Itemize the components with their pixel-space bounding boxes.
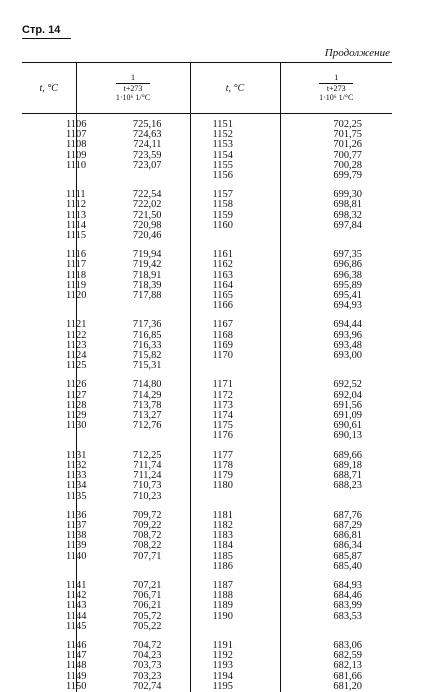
fraction-right-numerator: 1	[319, 73, 353, 84]
cell-t-left: 1117	[22, 260, 76, 270]
cell-t-left: 1130	[22, 421, 76, 431]
cell-value-left: 707,71	[76, 552, 190, 562]
spacer-cell	[190, 241, 280, 250]
cell-t-right: 1152	[190, 130, 280, 140]
cell-value-right: 701,26	[333, 139, 362, 151]
cell-value-left: 717,88	[76, 291, 190, 301]
cell-t-right: 1155	[190, 161, 280, 171]
cell-t-right: 1151	[190, 114, 280, 131]
cell-value-left	[76, 171, 190, 181]
table-row	[22, 171, 392, 181]
cell-t-right: 1173	[190, 401, 280, 411]
cell-value-left: 710,73	[76, 481, 190, 491]
cell-value-left: 723,07	[76, 161, 190, 171]
cell-t-left: 1115	[22, 231, 76, 241]
cell-value-left: 716,85	[76, 331, 190, 341]
cell-t-right: 1193	[190, 661, 280, 671]
cell-t-left: 1111	[22, 190, 76, 200]
cell-t-right: 1182	[190, 521, 280, 531]
cell-t-right: 1180	[190, 481, 280, 491]
table-row	[22, 481, 392, 491]
cell-t-left: 1142	[22, 591, 76, 601]
cell-t-left: 1136	[22, 511, 76, 521]
cell-t-left: 1141	[22, 581, 76, 591]
cell-t-left	[22, 171, 76, 181]
fraction-right-denominator: t+273	[326, 83, 346, 93]
cell-value-left: 720,98	[76, 221, 190, 231]
cell-value-right: 696,38	[333, 269, 362, 281]
cell-t-right: 1170	[190, 351, 280, 361]
header-t-left-text: t, °C	[39, 82, 58, 94]
table-row	[22, 541, 392, 551]
cell-value-left: 724,11	[76, 140, 190, 150]
cell-t-right: 1183	[190, 531, 280, 541]
cell-t-left: 1126	[22, 380, 76, 390]
cell-t-right: 1153	[190, 140, 280, 150]
cell-value-left: 710,23	[76, 492, 190, 502]
cell-value-left: 719,42	[76, 260, 190, 270]
cell-t-left: 1137	[22, 521, 76, 531]
header-frac-left	[76, 63, 190, 114]
cell-t-right: 1166	[190, 301, 280, 311]
table-row	[22, 661, 392, 671]
cell-value-left: 714,80	[76, 380, 190, 390]
cell-t-right: 1156	[190, 171, 280, 181]
data-table	[22, 62, 392, 692]
cell-value-left: 711,24	[76, 471, 190, 481]
cell-t-right: 1190	[190, 612, 280, 622]
fraction-right-scale: 1·10⁶ 1/°C	[319, 92, 354, 102]
header-t-right	[190, 63, 280, 114]
cell-value-right: 688,71	[333, 470, 362, 482]
cell-value-right: 694,93	[333, 300, 362, 312]
cell-t-left: 1114	[22, 221, 76, 231]
header-t-left	[22, 63, 76, 114]
cell-value-left: 723,59	[76, 151, 190, 161]
table-row	[22, 301, 392, 311]
cell-value-left: 718,39	[76, 281, 190, 291]
cell-value-left: 706,71	[76, 591, 190, 601]
table-row	[22, 651, 392, 661]
cell-t-right: 1179	[190, 471, 280, 481]
spacer-cell	[76, 632, 190, 641]
cell-value-right	[280, 361, 392, 371]
cell-value-left: 717,36	[76, 320, 190, 330]
cell-t-right: 1178	[190, 461, 280, 471]
cell-t-right: 1167	[190, 320, 280, 330]
cell-t-right: 1192	[190, 651, 280, 661]
cell-value-right: 682,59	[333, 650, 362, 662]
cell-t-right: 1177	[190, 451, 280, 461]
cell-value-left: 705,22	[76, 622, 190, 632]
cell-value-right: 692,04	[333, 389, 362, 401]
spacer-cell	[190, 311, 280, 320]
cell-value-left: 704,23	[76, 651, 190, 661]
cell-value-left: 708,22	[76, 541, 190, 551]
cell-t-left: 1113	[22, 211, 76, 221]
cell-t-left: 1127	[22, 391, 76, 401]
fraction-right	[319, 73, 353, 102]
cell-t-left: 1150	[22, 682, 76, 692]
cell-t-right: 1164	[190, 281, 280, 291]
cell-value-left: 718,91	[76, 271, 190, 281]
cell-value-right: 683,99	[333, 600, 362, 612]
cell-t-left: 1145	[22, 622, 76, 632]
cell-value-right: 695,41	[333, 290, 362, 302]
cell-t-right	[190, 231, 280, 241]
cell-t-right: 1186	[190, 562, 280, 572]
cell-value-left: 719,94	[76, 250, 190, 260]
cell-t-right: 1154	[190, 151, 280, 161]
cell-value-right: 682,13	[333, 660, 362, 672]
cell-t-right: 1181	[190, 511, 280, 521]
cell-value-left: 715,82	[76, 351, 190, 361]
cell-t-right: 1175	[190, 421, 280, 431]
cell-t-right	[190, 492, 280, 502]
cell-value-right: 688,23	[333, 480, 362, 492]
cell-value-left: 709,22	[76, 521, 190, 531]
cell-t-left: 1107	[22, 130, 76, 140]
spacer-cell	[190, 632, 280, 641]
cell-value-right: 687,29	[333, 519, 362, 531]
cell-t-left	[22, 562, 76, 572]
cell-t-left: 1122	[22, 331, 76, 341]
header-frac-right	[280, 63, 392, 114]
cell-t-left: 1123	[22, 341, 76, 351]
cell-t-right: 1158	[190, 200, 280, 210]
cell-value-left: 703,73	[76, 661, 190, 671]
cell-value-right: 695,89	[333, 279, 362, 291]
cell-t-left: 1116	[22, 250, 76, 260]
cell-t-right: 1195	[190, 682, 280, 692]
cell-value-right: 698,32	[333, 209, 362, 221]
cell-value-right: 690,61	[333, 420, 362, 432]
cell-value-right: 683,06	[333, 639, 362, 651]
cell-value-right: 701,75	[333, 129, 362, 141]
cell-value-right: 699,30	[333, 189, 362, 201]
cell-value-left: 722,54	[76, 190, 190, 200]
cell-value-right: 697,35	[333, 249, 362, 261]
table-row	[22, 682, 392, 692]
continuation-label: Продолжение	[324, 47, 390, 59]
cell-t-left: 1140	[22, 552, 76, 562]
cell-t-left: 1143	[22, 601, 76, 611]
cell-value-right: 697,84	[333, 219, 362, 231]
table-row	[22, 622, 392, 632]
fraction-left-denominator: t+273	[123, 83, 143, 93]
cell-t-left: 1121	[22, 320, 76, 330]
cell-value-left	[76, 301, 190, 311]
spacer-cell	[190, 502, 280, 511]
cell-value-left: 703,23	[76, 672, 190, 682]
cell-value-right: 685,40	[333, 560, 362, 572]
table-row	[22, 641, 392, 651]
cell-t-left: 1148	[22, 661, 76, 671]
cell-value-left: 716,33	[76, 341, 190, 351]
cell-value-left: 722,02	[76, 200, 190, 210]
cell-value-left: 712,25	[76, 451, 190, 461]
cell-t-left: 1119	[22, 281, 76, 291]
cell-value-right: 690,13	[333, 430, 362, 442]
cell-t-left: 1128	[22, 401, 76, 411]
cell-t-left: 1146	[22, 641, 76, 651]
header-row	[22, 63, 392, 114]
cell-value-left: 724,63	[76, 130, 190, 140]
cell-value-right: 698,81	[333, 199, 362, 211]
cell-value-right: 684,46	[333, 590, 362, 602]
cell-t-right: 1194	[190, 672, 280, 682]
cell-value-left: 707,21	[76, 581, 190, 591]
page-number-underline	[22, 38, 71, 39]
spacer-cell	[190, 371, 280, 380]
cell-value-right: 693,96	[333, 329, 362, 341]
cell-value-left: 720,46	[76, 231, 190, 241]
spacer-cell	[190, 442, 280, 451]
cell-t-right: 1174	[190, 411, 280, 421]
cell-t-left: 1112	[22, 200, 76, 210]
cell-t-right: 1168	[190, 331, 280, 341]
cell-value-right: 681,20	[333, 680, 362, 692]
cell-value-right	[280, 622, 392, 632]
cell-value-right: 691,56	[333, 399, 362, 411]
cell-value-left: 715,31	[76, 361, 190, 371]
cell-t-right: 1184	[190, 541, 280, 551]
fraction-left-scale: 1·10⁶ 1/°C	[115, 92, 151, 102]
fraction-left	[116, 73, 150, 102]
cell-t-right	[190, 622, 280, 632]
cell-value-right: 696,86	[333, 259, 362, 271]
table-row	[22, 431, 392, 441]
cell-value-left: 702,74	[76, 682, 190, 692]
fraction-left-numerator: 1	[116, 73, 150, 84]
cell-t-left: 1135	[22, 492, 76, 502]
cell-t-right: 1171	[190, 380, 280, 390]
cell-t-left: 1138	[22, 531, 76, 541]
cell-t-left: 1134	[22, 481, 76, 491]
cell-t-right: 1163	[190, 271, 280, 281]
table-row	[22, 601, 392, 611]
cell-t-left: 1108	[22, 140, 76, 150]
group-spacer	[22, 632, 392, 641]
cell-value-left: 708,72	[76, 531, 190, 541]
cell-value-right: 700,77	[333, 149, 362, 161]
cell-value-left: 706,21	[76, 601, 190, 611]
cell-t-left: 1110	[22, 161, 76, 171]
cell-value-right: 686,34	[333, 540, 362, 552]
cell-t-right: 1187	[190, 581, 280, 591]
cell-value-left: 713,78	[76, 401, 190, 411]
cell-value-right: 693,48	[333, 339, 362, 351]
cell-value-right	[280, 492, 392, 502]
cell-t-left: 1133	[22, 471, 76, 481]
spacer-cell	[190, 572, 280, 581]
cell-value-right: 689,18	[333, 459, 362, 471]
table-row	[22, 562, 392, 572]
spacer-cell	[280, 632, 392, 641]
cell-value-left	[76, 562, 190, 572]
cell-t-right: 1185	[190, 552, 280, 562]
cell-value-left: 721,50	[76, 211, 190, 221]
cell-value-left: 711,74	[76, 461, 190, 471]
cell-t-left: 1124	[22, 351, 76, 361]
cell-t-left: 1147	[22, 651, 76, 661]
cell-value-right: 689,66	[333, 449, 362, 461]
cell-t-right	[190, 361, 280, 371]
cell-t-left: 1125	[22, 361, 76, 371]
cell-value-right: 692,52	[333, 379, 362, 391]
cell-t-right: 1189	[190, 601, 280, 611]
cell-value-right: 681,66	[333, 670, 362, 682]
cell-value-left: 713,27	[76, 411, 190, 421]
cell-t-left: 1144	[22, 612, 76, 622]
cell-value-right: 699,79	[333, 170, 362, 182]
cell-value-right: 694,44	[333, 319, 362, 331]
cell-value-right: 702,25	[333, 119, 362, 130]
table-row	[22, 492, 392, 502]
cell-value-left: 709,72	[76, 511, 190, 521]
cell-t-left: 1149	[22, 672, 76, 682]
table-row	[22, 231, 392, 241]
cell-t-right: 1188	[190, 591, 280, 601]
cell-t-left: 1131	[22, 451, 76, 461]
cell-value-left: 704,72	[76, 641, 190, 651]
cell-t-left: 1120	[22, 291, 76, 301]
table-row	[22, 361, 392, 371]
cell-value-right: 687,76	[333, 509, 362, 521]
cell-t-right: 1169	[190, 341, 280, 351]
cell-t-right: 1162	[190, 260, 280, 270]
cell-t-left	[22, 301, 76, 311]
table-body	[22, 114, 392, 692]
table-row	[22, 672, 392, 682]
cell-t-right: 1165	[190, 291, 280, 301]
spacer-cell	[22, 632, 76, 641]
cell-t-left: 1129	[22, 411, 76, 421]
cell-t-left: 1118	[22, 271, 76, 281]
cell-value-right: 691,09	[333, 410, 362, 422]
cell-value-left: 714,29	[76, 391, 190, 401]
cell-t-right: 1161	[190, 250, 280, 260]
cell-value-right: 700,28	[333, 159, 362, 171]
cell-value-right: 686,81	[333, 530, 362, 542]
page-number: Стр. 14	[22, 24, 61, 36]
cell-value-right: 685,87	[333, 550, 362, 562]
cell-value-right: 684,93	[333, 579, 362, 591]
cell-t-right: 1172	[190, 391, 280, 401]
cell-t-right: 1159	[190, 211, 280, 221]
cell-t-left: 1109	[22, 151, 76, 161]
cell-value-left: 725,16	[76, 114, 190, 131]
cell-t-right: 1176	[190, 431, 280, 441]
cell-t-left: 1106	[22, 114, 76, 131]
cell-value-right: 683,53	[333, 610, 362, 622]
cell-t-right: 1160	[190, 221, 280, 231]
cell-t-right: 1191	[190, 641, 280, 651]
spacer-cell	[190, 181, 280, 190]
cell-value-right: 693,00	[333, 350, 362, 362]
cell-t-right: 1157	[190, 190, 280, 200]
cell-value-right	[280, 231, 392, 241]
cell-t-left: 1132	[22, 461, 76, 471]
cell-t-left	[22, 431, 76, 441]
cell-value-left: 705,72	[76, 612, 190, 622]
header-t-right-text: t, °C	[225, 82, 245, 94]
table-row	[22, 114, 392, 131]
cell-value-left: 712,76	[76, 421, 190, 431]
cell-value-left	[76, 431, 190, 441]
cell-t-left: 1139	[22, 541, 76, 551]
